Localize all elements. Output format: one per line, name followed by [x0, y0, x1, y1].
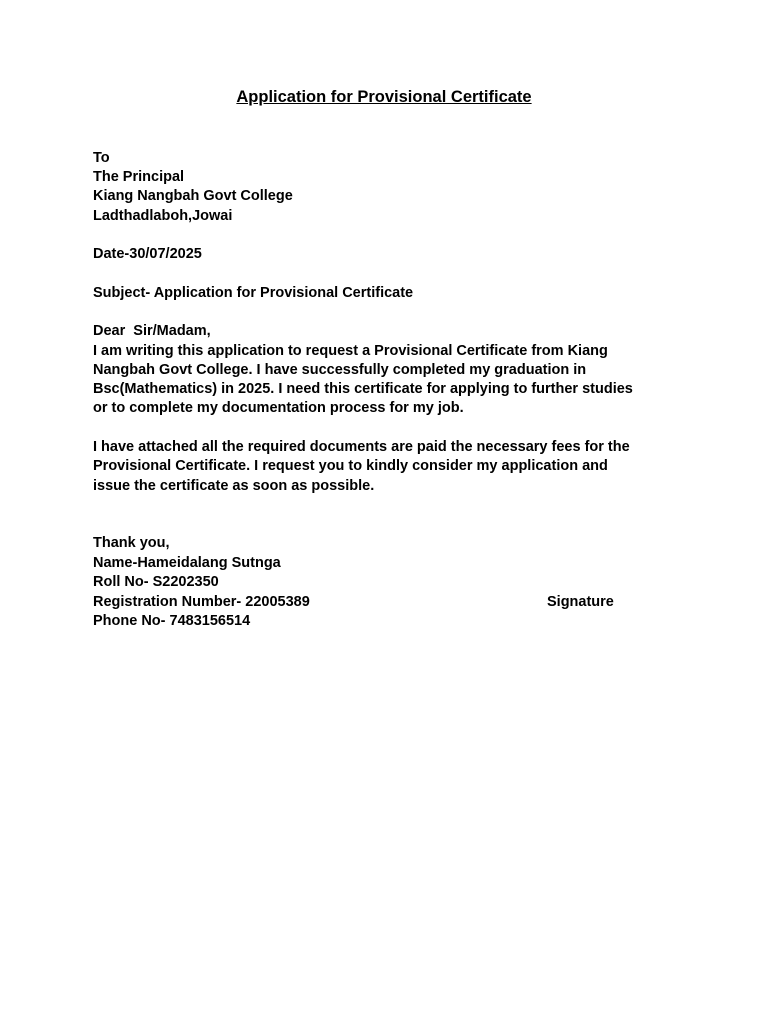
paragraph1-line: Bsc(Mathematics) in 2025. I need this certificate for applying to further studies: [93, 381, 633, 397]
recipient-institution: Kiang Nangbah Govt College: [93, 188, 293, 204]
letter-date: Date-30/07/2025: [93, 246, 202, 262]
paragraph1-line: or to complete my documentation process for my job.: [93, 400, 464, 416]
paragraph2-line: I have attached all the required documents are paid the necessary fees for the: [93, 439, 630, 455]
recipient-address: Ladthadlaboh,Jowai: [93, 208, 233, 224]
roll-number: Roll No- S2202350: [93, 574, 219, 590]
phone-number: Phone No- 7483156514: [93, 613, 251, 629]
paragraph2-line: Provisional Certificate. I request you to kindly consider my application and: [93, 458, 608, 474]
paragraph1-line: I am writing this application to request a Provisional Certificate from Kiang: [93, 343, 608, 359]
paragraph1-line: Nangbah Govt College. I have successfully completed my graduation in: [93, 362, 587, 378]
sender-name: Name-Hameidalang Sutnga: [93, 555, 281, 571]
letter-subject: Subject- Application for Provisional Certificate: [93, 285, 414, 301]
paragraph2-line: issue the certificate as soon as possible.: [93, 478, 375, 494]
salutation: Dear Sir/Madam,: [93, 323, 211, 339]
recipient-designation: The Principal: [93, 169, 185, 185]
registration-number: Registration Number- 22005389: [93, 594, 310, 610]
letter-title: Application for Provisional Certificate: [236, 88, 532, 106]
signature-label: Signature: [547, 594, 614, 610]
recipient-to: To: [93, 150, 110, 166]
closing: Thank you,: [93, 535, 170, 551]
